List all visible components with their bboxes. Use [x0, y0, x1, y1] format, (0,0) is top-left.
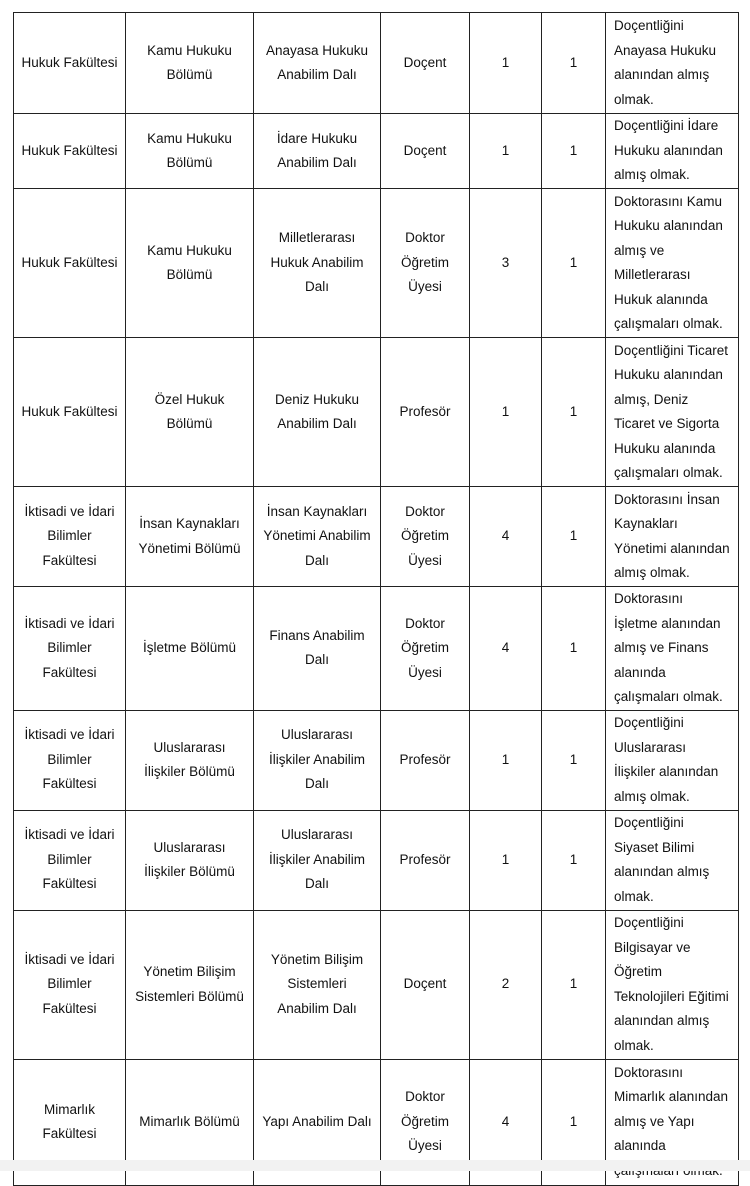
title-cell: Doktor Öğretim Üyesi [381, 487, 470, 587]
table-row [14, 910, 739, 1059]
count2-cell: 1 [542, 910, 606, 1059]
department-cell: İşletme Bölümü [126, 587, 254, 711]
count-cell: 1 [470, 338, 542, 487]
table-row [14, 338, 739, 487]
requirement-cell: Doçentliğini Siyaset Bilimi alanından almış olmak. [606, 810, 739, 910]
title-cell: Doçent [381, 13, 470, 114]
count-cell: 4 [470, 587, 542, 711]
positions-table [13, 12, 739, 1186]
requirement-cell: Doktorasını İnsan Kaynakları Yönetimi alanından almış olmak. [606, 487, 739, 587]
title-cell: Doçent [381, 114, 470, 189]
division-cell: İdare Hukuku Anabilim Dalı [254, 114, 381, 189]
requirement-cell: Doçentliğini İdare Hukuku alanından almış olmak. [606, 114, 739, 189]
department-cell: Kamu Hukuku Bölümü [126, 114, 254, 189]
department-cell: Yönetim Bilişim Sistemleri Bölümü [126, 910, 254, 1059]
requirement-cell: Doçentliğini Uluslararası İlişkiler alanından almış olmak. [606, 710, 739, 810]
division-cell: Anayasa Hukuku Anabilim Dalı [254, 13, 381, 114]
requirement-cell: Doçentliğini Ticaret Hukuku alanından almış, Deniz Ticaret ve Sigorta Hukuku alanında çalışmaları olmak. [606, 338, 739, 487]
count2-cell: 1 [542, 710, 606, 810]
faculty-cell: İktisadi ve İdari Bilimler Fakültesi [14, 910, 126, 1059]
count-cell: 4 [470, 1059, 542, 1185]
table-row [14, 487, 739, 587]
title-cell: Profesör [381, 810, 470, 910]
count2-cell: 1 [542, 114, 606, 189]
count2-cell: 1 [542, 587, 606, 711]
requirement-cell: Doçentliğini Bilgisayar ve Öğretim Teknolojileri Eğitimi alanından almış olmak. [606, 910, 739, 1059]
table-row [14, 587, 739, 711]
faculty-cell: Hukuk Fakültesi [14, 13, 126, 114]
count-cell: 2 [470, 910, 542, 1059]
department-cell: Mimarlık Bölümü [126, 1059, 254, 1185]
department-cell: Uluslararası İlişkiler Bölümü [126, 710, 254, 810]
count2-cell: 1 [542, 338, 606, 487]
table-row [14, 114, 739, 189]
count2-cell: 1 [542, 189, 606, 338]
count-cell: 1 [470, 13, 542, 114]
title-cell: Profesör [381, 338, 470, 487]
count-cell: 3 [470, 189, 542, 338]
division-cell: Yönetim Bilişim Sistemleri Anabilim Dalı [254, 910, 381, 1059]
division-cell: İnsan Kaynakları Yönetimi Anabilim Dalı [254, 487, 381, 587]
division-cell: Deniz Hukuku Anabilim Dalı [254, 338, 381, 487]
faculty-cell: İktisadi ve İdari Bilimler Fakültesi [14, 810, 126, 910]
count2-cell: 1 [542, 13, 606, 114]
faculty-cell: Hukuk Fakültesi [14, 338, 126, 487]
table-container [13, 12, 738, 1158]
title-cell: Doktor Öğretim Üyesi [381, 587, 470, 711]
count2-cell: 1 [542, 1059, 606, 1185]
faculty-cell: İktisadi ve İdari Bilimler Fakültesi [14, 487, 126, 587]
division-cell: Finans Anabilim Dalı [254, 587, 381, 711]
table-row [14, 810, 739, 910]
requirement-cell: Doktorasını İşletme alanından almış ve Finans alanında çalışmaları olmak. [606, 587, 739, 711]
department-cell: Kamu Hukuku Bölümü [126, 189, 254, 338]
table-row [14, 13, 739, 114]
count2-cell: 1 [542, 810, 606, 910]
count-cell: 1 [470, 710, 542, 810]
table-row [14, 189, 739, 338]
count-cell: 4 [470, 487, 542, 587]
count-cell: 1 [470, 114, 542, 189]
faculty-cell: Hukuk Fakültesi [14, 114, 126, 189]
requirement-cell: Doçentliğini Anayasa Hukuku alanından almış olmak. [606, 13, 739, 114]
table-row [14, 710, 739, 810]
division-cell: Uluslararası İlişkiler Anabilim Dalı [254, 710, 381, 810]
faculty-cell: İktisadi ve İdari Bilimler Fakültesi [14, 710, 126, 810]
faculty-cell: Hukuk Fakültesi [14, 189, 126, 338]
department-cell: Kamu Hukuku Bölümü [126, 13, 254, 114]
division-cell: Uluslararası İlişkiler Anabilim Dalı [254, 810, 381, 910]
count2-cell: 1 [542, 487, 606, 587]
division-cell: Milletlerarası Hukuk Anabilim Dalı [254, 189, 381, 338]
department-cell: Uluslararası İlişkiler Bölümü [126, 810, 254, 910]
faculty-cell: Mimarlık Fakültesi [14, 1059, 126, 1185]
department-cell: Özel Hukuk Bölümü [126, 338, 254, 487]
count-cell: 1 [470, 810, 542, 910]
requirement-cell: Doktorasını Kamu Hukuku alanından almış ve Milletlerarası Hukuk alanında çalışmaları olmak. [606, 189, 739, 338]
division-cell: Yapı Anabilim Dalı [254, 1059, 381, 1185]
faculty-cell: İktisadi ve İdari Bilimler Fakültesi [14, 587, 126, 711]
title-cell: Doktor Öğretim Üyesi [381, 1059, 470, 1185]
title-cell: Doktor Öğretim Üyesi [381, 189, 470, 338]
department-cell: İnsan Kaynakları Yönetimi Bölümü [126, 487, 254, 587]
requirement-cell: Doktorasını Mimarlık alanından almış ve Yapı alanında [606, 1059, 739, 1185]
title-cell: Profesör [381, 710, 470, 810]
title-cell: Doçent [381, 910, 470, 1059]
bottom-margin-band [0, 1160, 750, 1171]
